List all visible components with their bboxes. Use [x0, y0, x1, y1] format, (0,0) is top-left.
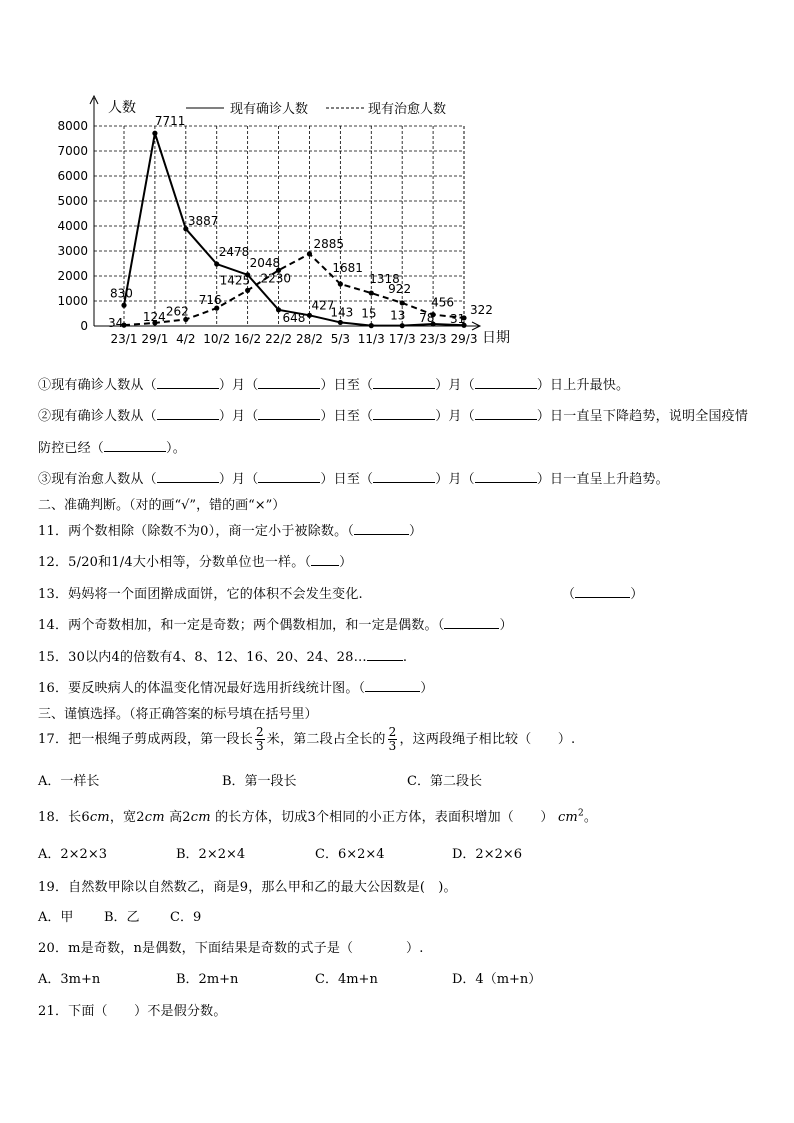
data-label: 427 [311, 298, 335, 313]
option-b[interactable]: B．2m+n [176, 972, 239, 987]
y-axis-title: 人数 [108, 100, 136, 116]
chart-grid [94, 126, 464, 326]
section-3-heading: 三、谨慎选择。（将正确答案的标号填在括号里） [38, 707, 318, 722]
chart-series [121, 131, 466, 329]
fill-question-2-cont: 防控已经（ ）。 [38, 441, 186, 456]
data-label: 322 [470, 302, 493, 317]
legend-label: 现有确诊人数 [230, 102, 309, 117]
option-c[interactable]: C．4m+n [315, 972, 378, 987]
data-label: 1318 [369, 272, 400, 287]
data-label: 922 [388, 281, 412, 296]
data-point [400, 300, 405, 305]
data-label: 2048 [249, 255, 281, 270]
option-a[interactable]: A．2×2×3 [38, 847, 107, 862]
data-point [214, 261, 219, 266]
answer-blank[interactable] [104, 440, 166, 452]
y-tick-label: 4000 [57, 219, 88, 233]
data-label: 15 [361, 306, 377, 321]
data-point [400, 323, 405, 328]
legend-label: 现有治愈人数 [368, 102, 447, 117]
answer-blank[interactable] [367, 649, 403, 661]
y-tick-label: 1000 [57, 294, 88, 308]
answer-blank[interactable] [444, 617, 499, 629]
x-tick-label: 10/2 [203, 332, 231, 346]
data-label: 2230 [260, 271, 292, 286]
x-tick-label: 5/3 [330, 332, 351, 346]
option-b[interactable]: B．2×2×4 [176, 847, 246, 862]
option-a[interactable]: A．3m+n [38, 972, 101, 987]
y-tick-label: 7000 [57, 144, 88, 158]
data-label: 1425 [219, 273, 251, 288]
y-tick-label: 0 [80, 319, 88, 333]
answer-blank[interactable] [157, 408, 219, 420]
option-d[interactable]: D．2×2×6 [452, 847, 523, 862]
data-label: 3887 [187, 213, 219, 228]
data-label: 78 [419, 311, 435, 326]
data-point [338, 320, 343, 325]
y-tick-label: 2000 [57, 269, 88, 283]
answer-blank[interactable] [373, 471, 435, 483]
answer-blank[interactable] [373, 408, 435, 420]
choice-question-18: 18．长6cm，宽2cm 高2cm 的长方体，切成3个相同的小正方体，表面积增加（ ） $cm^2$。 [38, 808, 598, 825]
option-c[interactable]: C．6×2×4 [315, 847, 385, 862]
data-label: 648 [282, 310, 306, 325]
judge-question-16: 16．要反映病人的体温变化情况最好选用折线统计图。（ ） [38, 681, 434, 696]
choice-question-19: 19．自然数甲除以自然数乙，商是9，那么甲和乙的最大公因数是( )。 [38, 880, 457, 895]
answer-blank[interactable] [354, 523, 409, 535]
fraction: $\frac{2}{3}$ [388, 725, 397, 753]
answer-blank[interactable] [258, 408, 320, 420]
data-point [245, 288, 250, 293]
answer-blank[interactable] [475, 408, 537, 420]
chart-legend [186, 101, 446, 117]
x-tick-label: 16/2 [234, 332, 262, 346]
answer-blank[interactable] [311, 554, 339, 566]
x-tick-label: 11/3 [357, 332, 385, 346]
series-line-confirmed [124, 133, 464, 325]
y-tick-label: 3000 [57, 244, 88, 258]
data-label: 31 [450, 312, 466, 327]
fraction: $\frac{2}{3}$ [255, 725, 264, 753]
answer-blank[interactable] [475, 377, 537, 389]
x-tick-label: 22/2 [265, 332, 293, 346]
data-point [369, 323, 374, 328]
option-b[interactable]: B．乙 [104, 910, 140, 925]
x-tick-label: 23/1 [110, 332, 138, 346]
data-point [307, 313, 312, 318]
y-tick-label: 8000 [57, 119, 88, 133]
answer-blank[interactable] [373, 377, 435, 389]
answer-blank[interactable] [475, 471, 537, 483]
data-label: 830 [110, 286, 133, 301]
answer-blank[interactable] [575, 586, 630, 598]
judge-question-15: 15．30以内4的倍数有4、8、12、16、20、24、28… . [38, 650, 408, 665]
choice-question-21: 21．下面（ ）不是假分数。 [38, 1004, 227, 1019]
x-tick-label: 29/1 [141, 332, 169, 346]
data-point [369, 290, 374, 295]
section-2-heading: 二、准确判断。（对的画“√”，错的画“×”） [38, 498, 286, 513]
y-tick-label: 6000 [57, 169, 88, 183]
answer-blank[interactable] [258, 377, 320, 389]
data-point [307, 251, 312, 256]
data-label: 262 [165, 304, 189, 319]
option-c[interactable]: C．9 [170, 910, 202, 925]
judge-question-11: 11．两个数相除（除数不为0），商一定小于被除数。（ ） [38, 524, 423, 539]
data-label: 456 [431, 295, 454, 310]
option-a[interactable]: A．甲 [38, 910, 74, 925]
y-tick-label: 5000 [57, 194, 88, 208]
x-tick-label: 23/3 [419, 332, 447, 346]
data-point [152, 131, 157, 136]
option-d[interactable]: D．4（m+n） [452, 972, 542, 987]
judge-question-12: 12．5/20和1/4大小相等，分数单位也一样。（ ） [38, 555, 353, 570]
x-tick-label: 17/3 [388, 332, 416, 346]
data-label: 13 [390, 308, 406, 323]
option-b[interactable]: B．第一段长 [222, 774, 297, 789]
data-label: 7711 [154, 114, 186, 129]
data-label: 716 [198, 293, 222, 308]
chart-labels [108, 114, 493, 330]
x-axis-title: 日期 [482, 330, 510, 346]
judge-question-13: 13．妈妈将一个面团擀成面饼，它的体积不会发生变化. （ ） [38, 587, 644, 602]
data-label: 2478 [218, 245, 250, 260]
fill-question-3: ③现有治愈人数从（ ）月（ ）日至（ ）月（ ）日一直呈上升趋势。 [38, 472, 669, 487]
answer-blank[interactable] [157, 377, 219, 389]
answer-blank[interactable] [365, 680, 420, 692]
line-chart [52, 92, 532, 354]
data-label: 143 [330, 305, 354, 320]
choice-question-17: 17．把一根绳子剪成两段，第一段长 $\frac{2}{3}$ 米，第二段占全长的 $\frac{2}{3}$ ，这两段绳子相比较（ ）. [38, 725, 576, 753]
data-label: 34 [108, 316, 124, 331]
answer-blank[interactable] [258, 471, 320, 483]
x-tick-label: 28/2 [295, 332, 323, 346]
fill-question-2: ②现有确诊人数从（ ）月（ ）日至（ ）月（ ）日一直呈下降趋势，说明全国疫情 [38, 409, 749, 424]
option-a[interactable]: A．一样长 [38, 774, 100, 789]
option-c[interactable]: C．第二段长 [407, 774, 482, 789]
data-label: 124 [142, 309, 166, 324]
data-point [338, 281, 343, 286]
answer-blank[interactable] [157, 471, 219, 483]
data-point [276, 307, 281, 312]
data-label: 1681 [332, 260, 363, 275]
data-label: 2885 [313, 236, 345, 251]
x-tick-label: 4/2 [176, 332, 196, 346]
fill-question-1: ①现有确诊人数从（ ）月（ ）日至（ ）月（ ）日上升最快。 [38, 378, 630, 393]
x-tick-label: 29/3 [450, 332, 478, 346]
choice-question-20: 20．m是奇数，n是偶数，下面结果是奇数的式子是（ ）. [38, 941, 424, 956]
data-point [121, 303, 126, 308]
judge-question-14: 14．两个奇数相加，和一定是奇数；两个偶数相加，和一定是偶数。（ ） [38, 618, 513, 633]
